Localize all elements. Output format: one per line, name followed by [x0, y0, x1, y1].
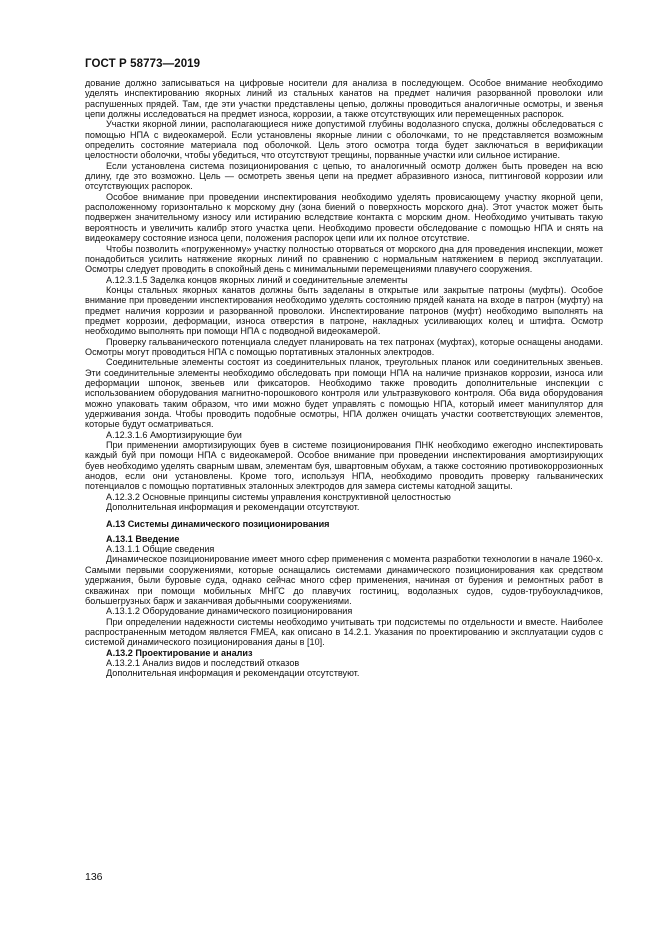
paragraph-no-info-1: Дополнительная информация и рекомендации отсутствуют. [106, 502, 360, 513]
paragraph-mooring-below-dive-depth: Участки якорной линии, располагающиеся ниже допустимой глубины водолазного спуска, должны обследоваться с помощью НПА с видеокамерой. Если установлены якорные линии с оболочками, то не представляется возможным определить состояние материала под оболочкой. Цель этого осмотра тогда будет заключаться в верификации целостности оболочки, чтобы убедиться, что отсутствуют трещины, порванные участки или сильное истирание. [85, 119, 603, 161]
section-heading-a-13-1-2: А.13.1.2 Оборудование динамического позиционирования [106, 606, 353, 617]
document-code-header: ГОСТ Р 58773—2019 [85, 58, 201, 70]
section-heading-a-13-2-1: А.13.2.1 Анализ видов и последствий отказов [106, 657, 300, 668]
section-heading-a-13-1-1: А.13.1.1 Общие сведения [106, 544, 215, 555]
paragraph-chain-positioning: Если установлена система позиционирования с цепью, то аналогичный осмотр должен быть проведен на всю длину, где это возможно. Цель — осмотреть звенья цепи на предмет абразивного износа, питтинговой коррозии или отсутствующих распорок. [85, 160, 603, 192]
paragraph-reliability-fmea: При определении надежности системы необходимо учитывать три подсистемы по отдельности и вместе. Наиболее распространенным методом является FMEA, как описано в 14.2.1. Указания по проектированию и эксплуатации судов с системой динамического позиционирования даны в [10]. [85, 616, 603, 648]
paragraph-rope-terminations: Концы стальных якорных канатов должны быть заделаны в открытые или закрытые патроны (муфты). Особое внимание при проведении инспектирования необходимо уделять состоянию прядей каната на входе в патрон (муфту) на предмет наличия коррозии и разорванной проволоки. Инспектирование патронов (муфт) необходимо выполнять на предмет коррозии, деформации, износа отверстия в патроне, накладных усиливающих колец и штифта. Осмотр необходимо выполнять при помощи НПА с подводной видеокамерой. [85, 284, 603, 337]
section-heading-a-12-3-2: А.12.3.2 Основные принципы системы управления конструктивной целостностью [106, 491, 451, 502]
paragraph-connecting-elements: Соединительные элементы состоят из соединительных планок, треугольных планок или соединительных звеньев. Эти соединительные элементы необходимо обследовать при помощи НПА на наличие признаков коррозии, износа или деформации шпонок, звеньев или фиксаторов. Необходимо также проводить дополнительные инспекции с использованием оборудования магнитно-порошкового контроля или ультразвукового контроля. Оба вида оборудования можно упаковать таким образом, что ими можно будет управлять с помощью НПА, который имеет манипулятор для удерживания зонда. Чтобы проводить подобные осмотры, НПА должен очищать участки соответствующих элементов, которые будут осматриваться. [85, 357, 603, 430]
section-heading-a-13-2: А.13.2 Проектирование и анализ [106, 647, 253, 658]
section-heading-a-13: А.13 Системы динамического позиционирования [106, 519, 330, 530]
section-heading-a-13-1: А.13.1 Введение [106, 533, 180, 544]
paragraph-galvanic-potential: Проверку гальванического потенциала следует планировать на тех патронах (муфтах), которые оснащены анодами. Осмотры могут проводиться НПА с помощью портативных эталонных электродов. [85, 336, 603, 357]
section-heading-a-12-3-1-5: А.12.3.1.5 Заделка концов якорных линий и соединительные элементы [106, 274, 408, 285]
paragraph-touchdown-zone: Особое внимание при проведении инспектирования необходимо уделять провисающему участку якорной цепи, расположенному горизонтально к морскому дну (зона биений о поверхность морского дна). Этот участок может быть подвержен значительному износу или истиранию вследствие контакта с морским дном. Необходимо учитывать такую вероятность и увеличить калибр этого участка цепи. Необходимо провести обследование с помощью НПА и снять на видеокамеру состояние износа цепи, положения распорок цепи или их полное отсутствие. [85, 191, 603, 244]
paragraph-tension-increase: Чтобы позволить «погруженному» участку полностью оторваться от морского дна для проведения инспекции, может понадобиться усилить натяжение якорных линий по сравнению с нормальным натяжением в период эксплуатации. Осмотры следует проводить в спокойный день с минимальными перемещениями плавучего сооружения. [85, 243, 603, 275]
section-heading-a-12-3-1-6: А.12.3.1.6 Амортизирующие буи [106, 429, 242, 440]
document-body [85, 78, 603, 679]
page-number: 136 [85, 871, 103, 883]
paragraph-continuation: дование должно записываться на цифровые носители для анализа в последующем. Особое внимание необходимо уделять инспектированию якорных линий из стальных канатов на предмет наличия разорванной проволоки или распушенных прядей. Там, где эти участки представлены цепью, должны проводиться аналогичные осмотры, и звенья цепи должны исследоваться на предмет износа, коррозии, а также отсутствующих или перемещенных распорок. [85, 78, 603, 120]
paragraph-buoys: При применении амортизирующих буев в системе позиционирования ПНК необходимо ежегодно инспектировать каждый буй при помощи НПА с видеокамерой. Особое внимание при проведении инспектирования амортизирующих буев необходимо уделять сварным швам, элементам буя, швартовным обухам, а также состоянию противокоррозионных анодов, если они установлены. Кроме того, используя НПА, необходимо проводить проверку гальванических потенциалов с помощью портативных эталонных электродов для замера системы катодной защиты. [85, 440, 603, 492]
paragraph-no-info-2: Дополнительная информация и рекомендации отсутствуют. [106, 668, 360, 679]
paragraph-dp-history: Динамическое позиционирование имеет много сфер применения с момента разработки технологии в начале 1960-х. Самыми первыми сооружениями, которые оснащались системами динамического позиционирования как средством удержания, были буровые суда, однако сейчас много сфер применения, начиная от бурения и ремонтных работ в скважинах при помощи мобильных МНГС до плавучих гостиниц, водолазных судов, судов-трубоукладчиков, большегрузных барж и заканчивая добычными сооружениями. [85, 554, 603, 606]
